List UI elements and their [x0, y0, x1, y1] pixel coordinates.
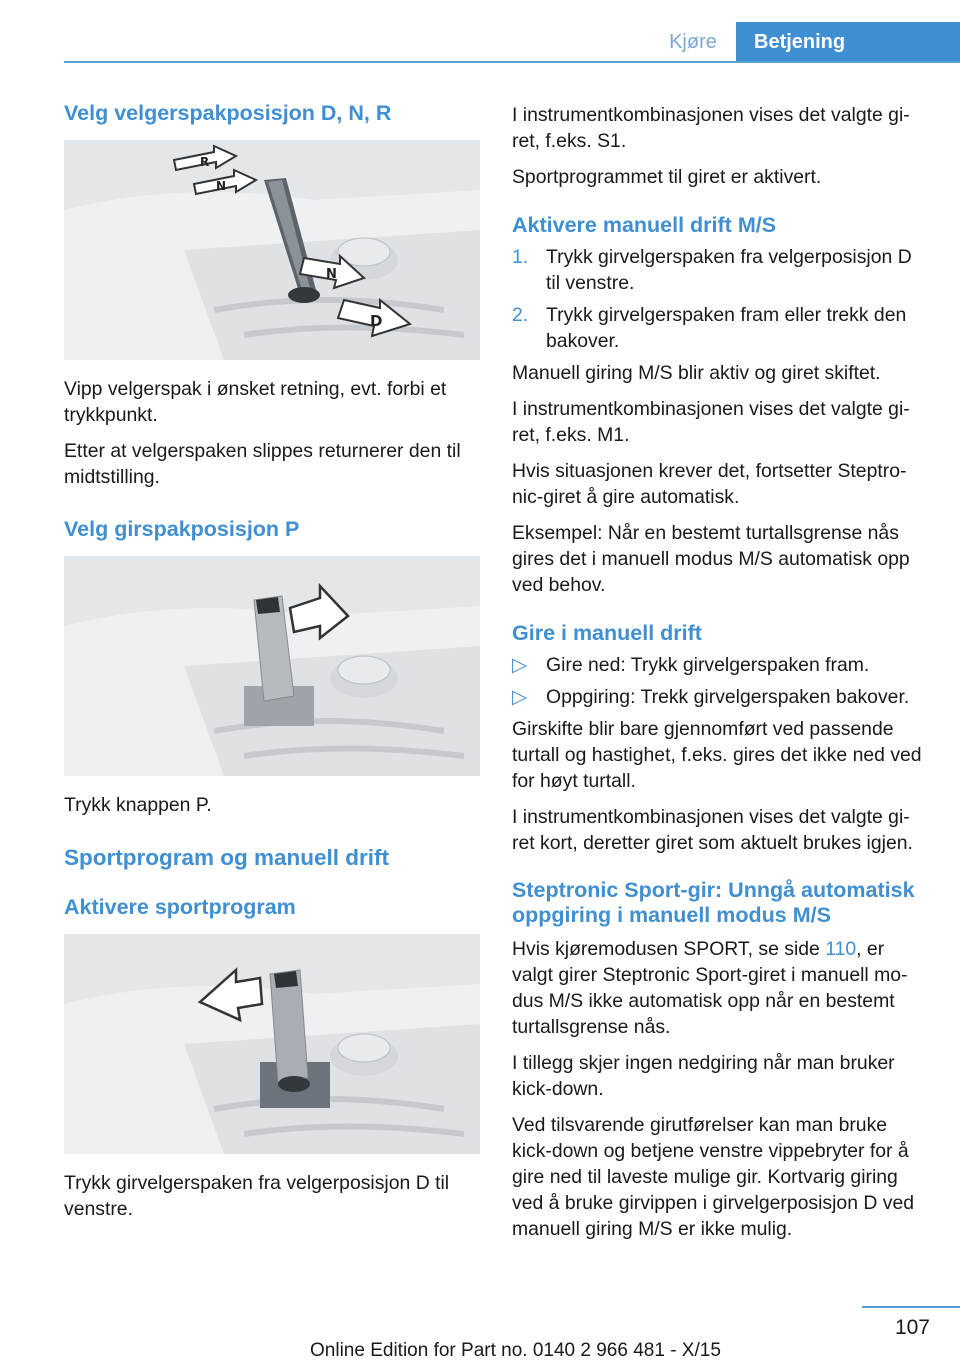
heading-select-p: Velg girspakposisjon P	[64, 517, 300, 541]
paragraph: I instrumentkombinasjonen vises det valgte gi-ret, f.eks. S1.	[512, 104, 910, 152]
bullet-list	[512, 652, 930, 710]
paragraph: Eksempel: Når en bestemt turtallsgrense nås gires det i manuell modus M/S automatisk opp ved behov.	[512, 522, 910, 596]
arrow-label-r: R	[200, 155, 210, 169]
arrow-label-d: D	[370, 312, 383, 330]
header-rule	[64, 61, 960, 63]
gear-selector-p-illustration	[64, 556, 480, 776]
paragraph: I tillegg skjer ingen nedgiring når man bruker kick-down.	[512, 1052, 895, 1100]
triangle-bullet-icon: ▷	[512, 654, 527, 676]
paragraph: Trykk girvelgerspaken fra velgerposisjon D til venstre.	[64, 1172, 450, 1220]
triangle-bullet-icon: ▷	[512, 686, 527, 708]
left-column	[64, 100, 482, 1232]
list-item	[512, 302, 930, 354]
arrow-label-n-top: N	[216, 179, 227, 193]
list-item	[512, 244, 930, 296]
list-item	[512, 684, 930, 710]
bullet-text: Gire ned: Trykk girvelgerspaken fram.	[546, 654, 870, 676]
heading-select-dnr: Velg velgerspakposisjon D, N, R	[64, 101, 392, 125]
edition-info: Online Edition for Part no. 0140 2 966 481 - X/15	[310, 1340, 721, 1361]
gear-selector-left-illustration	[64, 934, 480, 1154]
step-number: 1.	[512, 246, 529, 268]
gear-selector-dnr-illustration	[64, 140, 480, 360]
numbered-steps	[512, 244, 930, 354]
heading-shift-manual: Gire i manuell drift	[512, 621, 702, 645]
arrow-label-n: N	[326, 267, 337, 282]
list-item	[512, 652, 930, 678]
footer-rule	[862, 1306, 960, 1308]
page-number: 107	[894, 1316, 930, 1339]
paragraph: Trykk knappen P.	[64, 794, 212, 816]
page-reference-link[interactable]: 110	[825, 938, 857, 960]
step-text: Trykk girvelgerspaken fram eller trekk den bakover.	[546, 304, 907, 352]
paragraph: Girskifte blir bare gjennomført ved passende turtall og hastighet, f.eks. gires det ikke ned ved for høyt turtall.	[512, 718, 922, 792]
paragraph: Hvis situasjonen krever det, fortsetter Steptro-nic-giret å gire automatisk.	[512, 460, 907, 508]
step-text: Trykk girvelgerspaken fra velgerposisjon D til venstre.	[546, 246, 912, 294]
paragraph: I instrumentkombinasjonen vises det valgte gi-ret, f.eks. M1.	[512, 398, 910, 446]
section-tab-drive[interactable]: Kjøre	[669, 31, 717, 53]
bullet-text: Oppgiring: Trekk girvelgerspaken bakover.	[546, 686, 910, 708]
step-number: 2.	[512, 304, 529, 326]
heading-activate-manual: Aktivere manuell drift M/S	[512, 213, 777, 237]
right-column	[512, 100, 930, 1252]
paragraph: Sportprogrammet til giret er aktivert.	[512, 166, 822, 188]
page-header	[0, 0, 960, 62]
paragraph-with-link: Hvis kjøremodusen SPORT, se side 110, er valgt girer Steptronic Sport-giret i manuell mo-dus M/S ikke automatisk opp når en bestemt turtallsgrense nås.	[512, 938, 908, 1038]
paragraph: Etter at velgerspaken slippes returnerer den til midtstilling.	[64, 440, 461, 488]
heading-sport-manual: Sportprogram og manuell drift	[64, 845, 390, 870]
heading-steptronic-sport: Steptronic Sport-gir: Unngå automatisk oppgiring i manuell modus M/S	[512, 878, 915, 927]
paragraph: I instrumentkombinasjonen vises det valgte gi-ret kort, deretter giret som aktuelt brukes igjen.	[512, 806, 913, 854]
section-tab-operation[interactable]: Betjening	[736, 22, 960, 62]
heading-activate-sport: Aktivere sportprogram	[64, 895, 296, 919]
paragraph: Vipp velgerspak i ønsket retning, evt. forbi et trykkpunkt.	[64, 378, 447, 426]
paragraph: Ved tilsvarende girutførelser kan man bruke kick-down og betjene venstre vippebryter for å gire ned til laveste mulige gir. Kortvarig giring ved å bruke girvippen i girvelgerposisjon D ved manuell giring M/S er ikke mulig.	[512, 1114, 915, 1240]
paragraph: Manuell giring M/S blir aktiv og giret skiftet.	[512, 362, 881, 384]
